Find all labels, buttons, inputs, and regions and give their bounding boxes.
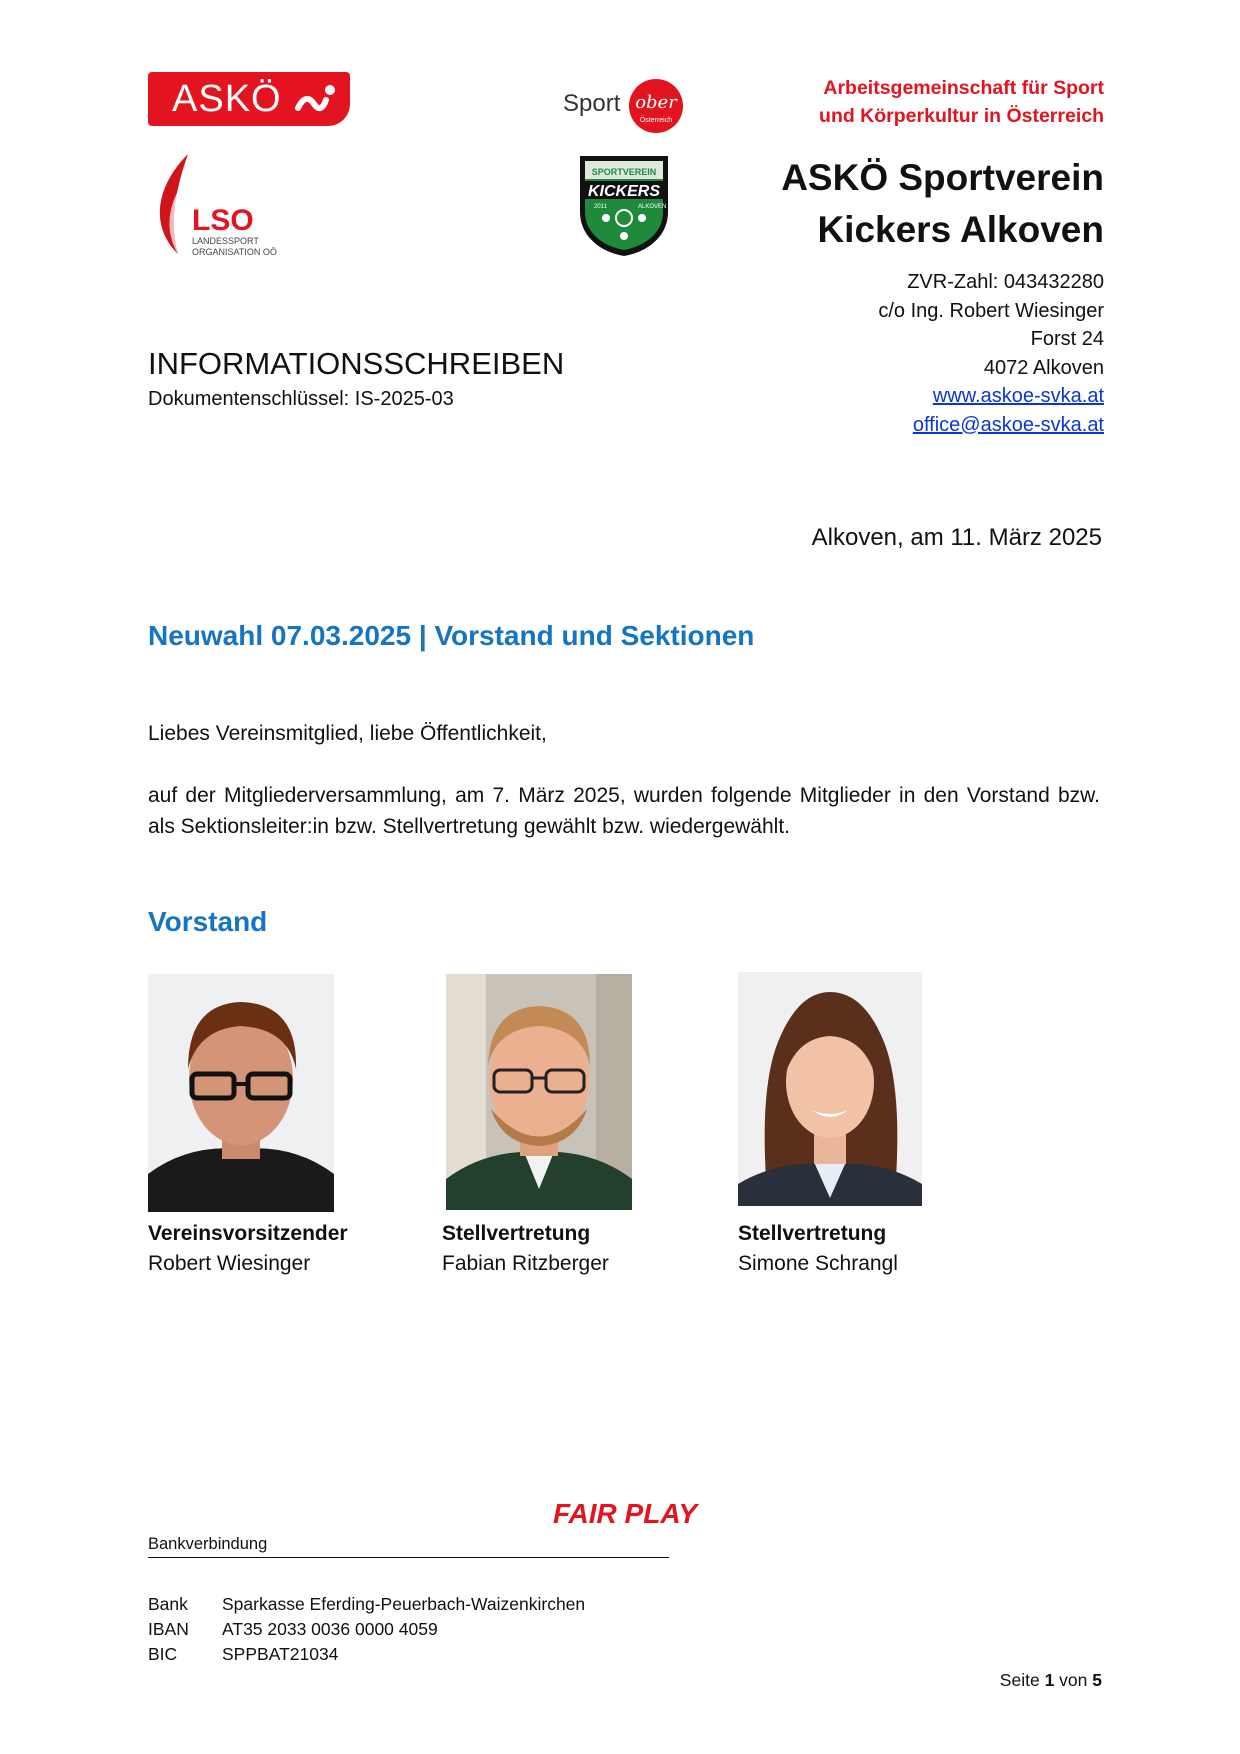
salutation: Liebes Vereinsmitglied, liebe Öffentlichkeit, — [148, 722, 547, 745]
portrait-man-glasses-image — [148, 974, 334, 1212]
club-name-line-1: ASKÖ Sportverein — [781, 157, 1104, 198]
bank-value: Sparkasse Eferding-Peuerbach-Waizenkirchen — [222, 1594, 586, 1614]
kickers-year-text: 2011 — [594, 204, 607, 210]
bank-details-label: Bankverbindung — [148, 1535, 268, 1553]
main-heading: Neuwahl 07.03.2025 | Vorstand und Sektionen — [148, 620, 755, 651]
bank-details — [148, 1592, 585, 1667]
club-address — [878, 268, 1104, 439]
bank-row — [148, 1592, 585, 1617]
association-name — [819, 74, 1104, 130]
city-address: 4072 Alkoven — [983, 356, 1104, 379]
page-number — [1000, 1670, 1102, 1691]
portrait-woman-image — [738, 972, 922, 1206]
askoe-figure-icon — [294, 82, 340, 116]
board-photo-deputy-2 — [738, 972, 922, 1206]
sport-logo-small: Österreich — [639, 117, 673, 124]
sport-ober-circle-icon — [627, 78, 685, 134]
contact-person: c/o Ing. Robert Wiesinger — [878, 299, 1104, 322]
lso-logo-line1: LANDESSPORT — [192, 236, 259, 246]
section-heading-vorstand: Vorstand — [148, 906, 268, 937]
kickers-crest-logo — [578, 154, 670, 258]
letter-date: Alkoven, am 11. März 2025 — [811, 524, 1102, 551]
fair-play-slogan: FAIR PLAY — [553, 1498, 698, 1529]
page-mid: von — [1059, 1670, 1088, 1690]
iban-value: AT35 2033 0036 0000 4059 — [222, 1619, 438, 1639]
portrait-man-beard-image — [446, 974, 632, 1210]
page-current: 1 — [1044, 1670, 1055, 1690]
document-key: Dokumentenschlüssel: IS-2025-03 — [148, 388, 454, 410]
bic-value: SPPBAT21034 — [222, 1644, 339, 1664]
club-name — [781, 152, 1104, 256]
board-name-deputy-2: Simone Schrangl — [738, 1252, 898, 1275]
lso-flame-icon — [148, 154, 278, 258]
bank-details-rule — [148, 1557, 669, 1558]
email-link[interactable]: office@askoe-svka.at — [912, 413, 1104, 436]
sport-oberoesterreich-logo — [563, 78, 693, 134]
kickers-place-text: ALKOVEN — [638, 204, 667, 210]
page-total: 5 — [1092, 1670, 1102, 1690]
askoe-logo-text: ASKÖ — [172, 77, 282, 120]
kickers-top-text: SPORTVEREIN — [591, 167, 657, 177]
lso-logo — [148, 154, 278, 258]
lso-logo-text: LSO — [192, 204, 254, 237]
board-role-deputy-1: Stellvertretung — [442, 1222, 591, 1245]
bic-row — [148, 1642, 585, 1667]
bank-key: Bank — [148, 1594, 188, 1614]
board-role-chair: Vereinsvorsitzender — [148, 1222, 348, 1245]
association-line-2: und Körperkultur in Österreich — [819, 105, 1104, 127]
board-photo-chair — [148, 974, 334, 1212]
kickers-main-text: KICKERS — [587, 183, 661, 200]
askoe-logo — [148, 72, 350, 126]
intro-paragraph: auf der Mitgliederversammlung, am 7. März 2025, wurden folgende Mitglieder in den Vorstand bzw. als Sektionsleiter:in bzw. Stellvertretung gewählt bzw. wiedergewählt. — [148, 784, 1100, 838]
sport-logo-script: ober — [635, 92, 677, 113]
board-name-deputy-1: Fabian Ritzberger — [442, 1252, 609, 1275]
bic-key: BIC — [148, 1644, 178, 1664]
iban-key: IBAN — [148, 1619, 189, 1639]
club-name-line-2: Kickers Alkoven — [817, 209, 1104, 250]
association-line-1: Arbeitsgemeinschaft für Sport — [823, 77, 1104, 99]
page-prefix: Seite — [999, 1670, 1040, 1690]
zvr-number: ZVR-Zahl: 043432280 — [907, 271, 1104, 293]
street-address: Forst 24 — [1030, 328, 1104, 350]
lso-logo-line2: ORGANISATION OÖ — [192, 247, 277, 257]
board-name-chair: Robert Wiesinger — [148, 1252, 311, 1275]
kickers-shield-icon — [578, 154, 670, 258]
document-title: INFORMATIONSSCHREIBEN — [148, 346, 565, 381]
website-link[interactable]: www.askoe-svka.at — [932, 385, 1104, 407]
board-photo-deputy-1 — [446, 974, 632, 1210]
board-role-deputy-2: Stellvertretung — [738, 1222, 887, 1245]
sport-logo-word: Sport — [563, 90, 621, 117]
iban-row — [148, 1617, 585, 1642]
